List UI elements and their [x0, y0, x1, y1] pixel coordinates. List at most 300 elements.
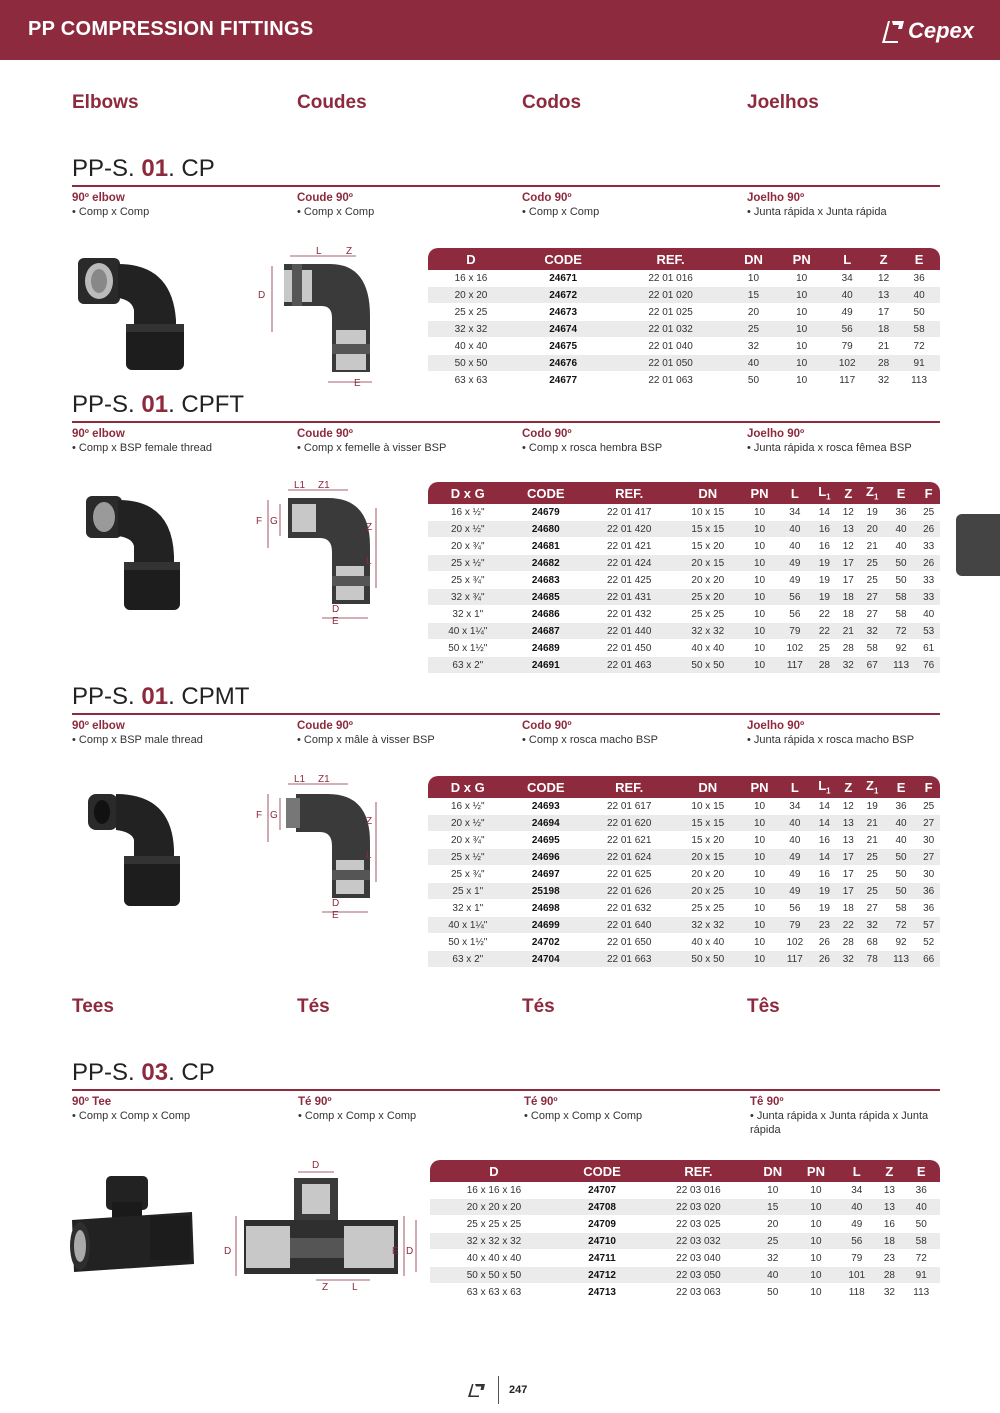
table-cell: 19: [860, 504, 885, 521]
table-cell: 17: [837, 572, 860, 589]
dim-label: D: [406, 1246, 414, 1257]
desc-en: 90º elbow • Comp x Comp: [72, 192, 150, 218]
table-cell: 22: [812, 606, 837, 623]
table-cell: 16 x 16 x 16: [430, 1182, 558, 1199]
table-cell: 33: [917, 572, 940, 589]
table-cell: 10: [795, 1216, 837, 1233]
table-cell: 22 01 620: [584, 815, 674, 832]
column-header: CODE: [508, 482, 584, 504]
table-cell: 50 x 1½": [428, 640, 508, 657]
table-cell: 24693: [508, 798, 584, 815]
table-row: [430, 1233, 940, 1250]
table-cell: 40: [837, 1199, 876, 1216]
table-cell: 92: [885, 934, 917, 951]
table-cell: 50: [898, 304, 940, 321]
dim-label: L: [352, 1282, 358, 1293]
table-cell: 40: [885, 815, 917, 832]
table-cell: 19: [812, 555, 837, 572]
table-row: [428, 538, 940, 555]
dim-label: E: [354, 378, 361, 389]
table-cell: 22 01 040: [612, 338, 729, 355]
table-cell: 10 x 15: [674, 798, 741, 815]
table-cell: 58: [885, 900, 917, 917]
table-cell: 21: [837, 623, 860, 640]
table-cell: 24709: [558, 1216, 646, 1233]
table-cell: 22 03 016: [646, 1182, 751, 1199]
table-cell: 22 03 020: [646, 1199, 751, 1216]
desc-en: 90º elbow • Comp x BSP male thread: [72, 720, 203, 746]
table-cell: 50 x 50: [674, 657, 741, 674]
column-header: D: [428, 248, 514, 270]
table-cell: 50: [751, 1284, 795, 1301]
table-cell: 24682: [508, 555, 584, 572]
table-cell: 16 x 16: [428, 270, 514, 287]
table-cell: 25 x 1": [428, 883, 508, 900]
column-header: L: [825, 248, 869, 270]
heading-pt: Joelhos: [747, 92, 819, 113]
table-cell: 24676: [514, 355, 612, 372]
table-cell: 32 x 1": [428, 900, 508, 917]
table-cell: 118: [837, 1284, 876, 1301]
table-cell: 32 x 32: [674, 623, 741, 640]
spec-table-tee-cp: [430, 1160, 940, 1301]
table-cell: 10: [741, 951, 778, 968]
table-cell: 27: [860, 606, 885, 623]
table-cell: 10: [741, 832, 778, 849]
table-cell: 13: [869, 287, 898, 304]
table-cell: 10: [795, 1250, 837, 1267]
dim-label: F: [256, 810, 263, 821]
table-cell: 24691: [508, 657, 584, 674]
table-cell: 24710: [558, 1233, 646, 1250]
table-cell: 10: [741, 934, 778, 951]
table-cell: 22 01 621: [584, 832, 674, 849]
column-header: $L_1$: [812, 776, 837, 798]
table-cell: 16: [812, 538, 837, 555]
table-cell: 40: [825, 287, 869, 304]
table-cell: 36: [885, 504, 917, 521]
table-cell: 50 x 1½": [428, 934, 508, 951]
heading-en: Elbows: [72, 92, 139, 113]
table-cell: 91: [898, 355, 940, 372]
table-cell: 25: [860, 849, 885, 866]
desc-en: 90º Tee • Comp x Comp x Comp: [72, 1096, 191, 1122]
table-cell: 49: [825, 304, 869, 321]
table-cell: 32: [751, 1250, 795, 1267]
column-header: CODE: [558, 1160, 646, 1182]
table-cell: 56: [825, 321, 869, 338]
table-header-row: [428, 776, 940, 798]
table-cell: 30: [917, 866, 940, 883]
table-cell: 32: [837, 657, 860, 674]
section-desc-cpmt: [72, 719, 972, 747]
table-cell: 49: [837, 1216, 876, 1233]
elbow-drawing: [252, 244, 382, 389]
table-cell: 10: [741, 900, 778, 917]
table-cell: 17: [837, 883, 860, 900]
cepex-mark-icon: [878, 17, 908, 45]
table-cell: 21: [860, 815, 885, 832]
page-title: PP COMPRESSION FITTINGS: [28, 18, 314, 40]
side-tab-marker: [956, 514, 1000, 576]
table-cell: 25: [860, 572, 885, 589]
table-row: [428, 287, 940, 304]
table-cell: 22 01 663: [584, 951, 674, 968]
table-cell: 22: [812, 623, 837, 640]
column-header: L: [778, 776, 812, 798]
section-desc-cp: [72, 191, 972, 219]
table-cell: 15: [751, 1199, 795, 1216]
table-cell: 20 x 20: [674, 866, 741, 883]
spec-table-cp: [428, 248, 940, 389]
table-row: [428, 372, 940, 389]
table-cell: 20 x 20: [428, 287, 514, 304]
table-cell: 25: [917, 798, 940, 815]
table-cell: 17: [837, 555, 860, 572]
table-cell: 28: [812, 657, 837, 674]
table-cell: 40: [885, 521, 917, 538]
column-header: F: [917, 482, 940, 504]
table-cell: 40: [778, 832, 812, 849]
table-row: [428, 640, 940, 657]
table-cell: 28: [837, 934, 860, 951]
table-row: [428, 521, 940, 538]
dim-label: Z1: [318, 774, 330, 785]
dim-label: Z: [346, 246, 353, 257]
table-row: [428, 798, 940, 815]
table-cell: 32: [729, 338, 778, 355]
table-cell: 10: [778, 287, 825, 304]
table-cell: 22 01 640: [584, 917, 674, 934]
table-cell: 27: [860, 900, 885, 917]
table-header-row: [430, 1160, 940, 1182]
table-row: [428, 917, 940, 934]
table-cell: 79: [837, 1250, 876, 1267]
table-cell: 13: [837, 521, 860, 538]
table-cell: 26: [917, 555, 940, 572]
table-cell: 25 x ¾": [428, 572, 508, 589]
table-cell: 10: [741, 606, 778, 623]
table-cell: 33: [917, 538, 940, 555]
table-cell: 40 x 1¼": [428, 623, 508, 640]
table-cell: 58: [885, 589, 917, 606]
table-cell: 92: [885, 640, 917, 657]
table-cell: 25 x ½": [428, 555, 508, 572]
table-cell: 14: [812, 798, 837, 815]
table-cell: 25 x 25: [674, 900, 741, 917]
table-cell: 13: [876, 1182, 902, 1199]
desc-es: Codo 90º • Comp x Comp: [522, 192, 600, 218]
column-header: REF.: [646, 1160, 751, 1182]
table-cell: 72: [898, 338, 940, 355]
table-cell: 22 03 040: [646, 1250, 751, 1267]
table-cell: 24698: [508, 900, 584, 917]
table-cell: 24685: [508, 589, 584, 606]
table-cell: 20 x ¾": [428, 538, 508, 555]
table-cell: 21: [869, 338, 898, 355]
heading-pt: Tês: [747, 996, 780, 1017]
table-cell: 25: [860, 866, 885, 883]
dim-label: E: [332, 910, 339, 921]
table-cell: 101: [837, 1267, 876, 1284]
table-cell: 49: [778, 866, 812, 883]
table-cell: 16: [812, 521, 837, 538]
table-cell: 22 01 626: [584, 883, 674, 900]
table-cell: 50: [902, 1216, 940, 1233]
table-cell: 24699: [508, 917, 584, 934]
table-row: [428, 355, 940, 372]
table-cell: 50 x 50: [428, 355, 514, 372]
table-cell: 10: [741, 657, 778, 674]
cepex-mark-icon: [466, 1382, 488, 1398]
desc-es: Té 90º • Comp x Comp x Comp: [524, 1096, 643, 1122]
heading-es: Codos: [522, 92, 582, 113]
table-row: [428, 900, 940, 917]
table-cell: 56: [778, 900, 812, 917]
table-cell: 24680: [508, 521, 584, 538]
table-row: [428, 849, 940, 866]
table-cell: 117: [778, 951, 812, 968]
table-cell: 24702: [508, 934, 584, 951]
table-cell: 79: [778, 917, 812, 934]
table-cell: 15: [729, 287, 778, 304]
table-cell: 25198: [508, 883, 584, 900]
table-cell: 26: [812, 951, 837, 968]
table-cell: 20: [860, 521, 885, 538]
table-cell: 24674: [514, 321, 612, 338]
table-cell: 24711: [558, 1250, 646, 1267]
table-cell: 50: [729, 372, 778, 389]
table-cell: 10: [741, 883, 778, 900]
table-cell: 40: [778, 815, 812, 832]
dim-label: Z: [322, 1282, 329, 1293]
table-cell: 14: [812, 815, 837, 832]
table-cell: 13: [876, 1199, 902, 1216]
table-cell: 66: [917, 951, 940, 968]
dim-label: D: [312, 1160, 320, 1171]
table-row: [428, 338, 940, 355]
table-cell: 24694: [508, 815, 584, 832]
table-cell: 40 x 40: [428, 338, 514, 355]
table-cell: 25 x 25: [674, 606, 741, 623]
table-cell: 32: [869, 372, 898, 389]
table-row: [430, 1182, 940, 1199]
table-cell: 10: [741, 866, 778, 883]
section-title-cpmt: PP-S. 01. CPMT: [72, 683, 940, 715]
table-cell: 22 01 063: [612, 372, 729, 389]
desc-fr: Coude 90º • Comp x femelle à visser BSP: [297, 428, 447, 454]
table-row: [428, 555, 940, 572]
page-header: [0, 0, 1000, 60]
table-cell: 58: [860, 640, 885, 657]
tee-drawing: [220, 1154, 420, 1294]
table-cell: 24704: [508, 951, 584, 968]
table-cell: 32: [837, 951, 860, 968]
table-cell: 50: [885, 555, 917, 572]
elbow-male-drawing: [252, 772, 386, 922]
table-cell: 58: [902, 1233, 940, 1250]
table-cell: 22 01 625: [584, 866, 674, 883]
table-cell: 32 x 32 x 32: [430, 1233, 558, 1250]
table-cell: 40: [778, 521, 812, 538]
table-cell: 22 01 020: [612, 287, 729, 304]
table-cell: 49: [778, 572, 812, 589]
section-desc-cpft: [72, 427, 972, 455]
table-cell: 10: [741, 623, 778, 640]
column-header: L: [837, 1160, 876, 1182]
desc-fr: Coude 90º • Comp x Comp: [297, 192, 375, 218]
table-row: [428, 934, 940, 951]
table-cell: 63 x 2": [428, 657, 508, 674]
table-cell: 36: [917, 900, 940, 917]
table-cell: 40: [778, 538, 812, 555]
table-cell: 40: [898, 287, 940, 304]
table-cell: 10: [741, 555, 778, 572]
table-cell: 24686: [508, 606, 584, 623]
table-cell: 22 01 431: [584, 589, 674, 606]
spec-table-cpft: [428, 482, 940, 674]
table-cell: 22 01 450: [584, 640, 674, 657]
table-cell: 40 x 40 x 40: [430, 1250, 558, 1267]
section-title-tee-cp: PP-S. 03. CP: [72, 1059, 940, 1091]
dim-label: D: [332, 898, 340, 909]
table-cell: 24672: [514, 287, 612, 304]
table-row: [430, 1250, 940, 1267]
table-row: [428, 321, 940, 338]
table-cell: 22 03 063: [646, 1284, 751, 1301]
dim-label: L: [366, 850, 372, 861]
table-cell: 34: [825, 270, 869, 287]
table-cell: 10: [795, 1233, 837, 1250]
column-header: REF.: [612, 248, 729, 270]
dim-label: D: [258, 290, 266, 301]
table-cell: 14: [812, 504, 837, 521]
table-cell: 50 x 50 x 50: [430, 1267, 558, 1284]
table-cell: 24683: [508, 572, 584, 589]
table-cell: 53: [917, 623, 940, 640]
dim-label: E: [332, 616, 339, 627]
table-cell: 15 x 20: [674, 538, 741, 555]
table-cell: 40: [885, 832, 917, 849]
desc-fr: Té 90º • Comp x Comp x Comp: [298, 1096, 417, 1122]
table-cell: 24677: [514, 372, 612, 389]
elbow-female-drawing: [252, 478, 386, 628]
table-cell: 19: [812, 900, 837, 917]
column-header: CODE: [508, 776, 584, 798]
desc-pt: Joelho 90º • Junta rápida x rosca macho BSP: [747, 720, 915, 746]
table-cell: 113: [902, 1284, 940, 1301]
table-cell: 17: [837, 849, 860, 866]
table-cell: 52: [917, 934, 940, 951]
table-cell: 20 x ½": [428, 815, 508, 832]
table-cell: 24673: [514, 304, 612, 321]
column-header: Z: [837, 482, 860, 504]
table-header-row: [428, 248, 940, 270]
table-cell: 79: [778, 623, 812, 640]
table-cell: 102: [778, 640, 812, 657]
dim-label: D: [224, 1246, 232, 1257]
table-cell: 13: [837, 815, 860, 832]
column-header: D x G: [428, 482, 508, 504]
table-cell: 102: [825, 355, 869, 372]
table-cell: 10: [741, 917, 778, 934]
table-cell: 24687: [508, 623, 584, 640]
table-cell: 12: [837, 504, 860, 521]
table-cell: 22 01 424: [584, 555, 674, 572]
table-cell: 10: [741, 572, 778, 589]
table-cell: 32 x 32: [428, 321, 514, 338]
table-cell: 50 x 50: [674, 951, 741, 968]
table-cell: 36: [902, 1182, 940, 1199]
table-cell: 10: [741, 798, 778, 815]
table-cell: 22 03 032: [646, 1233, 751, 1250]
dim-label: F: [256, 516, 263, 527]
table-cell: 18: [837, 589, 860, 606]
table-cell: 10: [741, 849, 778, 866]
table-row: [428, 572, 940, 589]
table-cell: 25: [860, 555, 885, 572]
table-cell: 22 01 016: [612, 270, 729, 287]
table-cell: 20 x ½": [428, 521, 508, 538]
table-cell: 27: [860, 589, 885, 606]
table-cell: 22 03 025: [646, 1216, 751, 1233]
table-cell: 27: [917, 815, 940, 832]
table-cell: 18: [869, 321, 898, 338]
table-cell: 16 x ½": [428, 798, 508, 815]
table-cell: 25 x 20: [674, 589, 741, 606]
table-cell: 13: [837, 832, 860, 849]
table-cell: 40: [902, 1199, 940, 1216]
table-cell: 36: [917, 883, 940, 900]
table-cell: 57: [917, 917, 940, 934]
table-cell: 32: [860, 917, 885, 934]
table-cell: 10: [741, 589, 778, 606]
table-cell: 20 x 25: [674, 883, 741, 900]
table-cell: 72: [885, 917, 917, 934]
table-cell: 15 x 15: [674, 815, 741, 832]
table-cell: 12: [869, 270, 898, 287]
table-cell: 10: [741, 538, 778, 555]
table-row: [428, 951, 940, 968]
table-row: [430, 1199, 940, 1216]
table-cell: 18: [837, 606, 860, 623]
table-cell: 16 x ½": [428, 504, 508, 521]
table-cell: 32: [860, 623, 885, 640]
tee-photo: [64, 1172, 200, 1282]
table-cell: 15 x 20: [674, 832, 741, 849]
table-cell: 22 01 632: [584, 900, 674, 917]
table-cell: 36: [885, 798, 917, 815]
table-cell: 22 01 050: [612, 355, 729, 372]
elbow-female-photo: [76, 490, 188, 620]
table-cell: 19: [812, 883, 837, 900]
table-cell: 56: [778, 589, 812, 606]
table-cell: 24695: [508, 832, 584, 849]
table-cell: 32 x 32: [674, 917, 741, 934]
column-header: PN: [741, 482, 778, 504]
table-cell: 40: [751, 1267, 795, 1284]
table-cell: 20 x 15: [674, 849, 741, 866]
column-header: $Z_1$: [860, 776, 885, 798]
table-cell: 22 01 420: [584, 521, 674, 538]
dim-label: Z1: [318, 480, 330, 491]
table-header-row: [428, 482, 940, 504]
table-cell: 22 01 617: [584, 798, 674, 815]
table-cell: 10: [778, 355, 825, 372]
table-cell: 113: [885, 657, 917, 674]
table-cell: 14: [812, 849, 837, 866]
table-cell: 50: [885, 866, 917, 883]
